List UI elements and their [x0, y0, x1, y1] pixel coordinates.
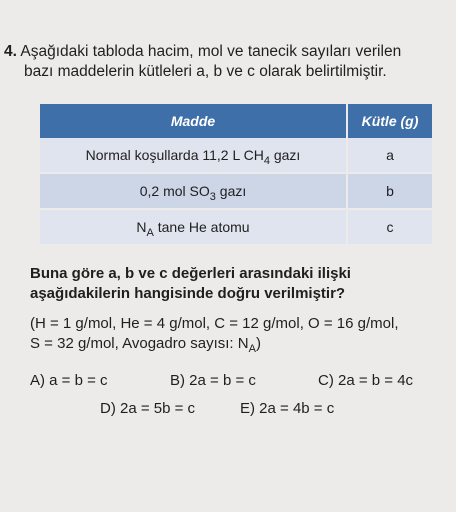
constants-info: (H = 1 g/mol, He = 4 g/mol, C = 12 g/mol, O = 16 g/mol, S = 32 g/mol, Avogadro sayısı: $N_A$) [30, 315, 399, 355]
question-stem [4, 42, 452, 82]
row-substance: $N_A$ tane He atomu [136, 219, 250, 239]
table-row [40, 174, 432, 208]
header-madde: Madde [170, 113, 216, 129]
row-mass: a [346, 138, 432, 172]
question-text-line2: bazı maddelerin kütleleri a, b ve c olarak belirtilmiştir. [24, 63, 387, 80]
table-header-row [40, 104, 432, 138]
option-c[interactable]: C) 2a = b = 4c [318, 372, 414, 389]
data-table [40, 104, 432, 244]
header-kutle: Kütle (g) [346, 104, 432, 138]
row-mass: b [346, 174, 432, 208]
question-prompt: Buna göre a, b ve c değerleri arasındaki ilişki aşağıdakilerin hangisinde doğru verilmiştir? [30, 265, 351, 302]
table-row [40, 138, 432, 172]
row-substance: 0,2 mol $SO_3$ gazı [139, 183, 247, 203]
row-substance: Normal koşullarda 11,2 L $CH_4$ gazı [85, 147, 301, 167]
row-mass: c [346, 210, 432, 244]
option-a[interactable]: A) a = b = c [30, 372, 108, 389]
option-b[interactable]: B) 2a = b = c [170, 372, 256, 389]
question-number: 4. [4, 43, 17, 60]
table-row [40, 210, 432, 244]
question-text-line1: Aşağıdaki tabloda hacim, mol ve tanecik sayıları verilen [20, 43, 402, 60]
option-d[interactable]: D) 2a = 5b = c [100, 400, 196, 417]
option-e[interactable]: E) 2a = 4b = c [240, 400, 335, 417]
